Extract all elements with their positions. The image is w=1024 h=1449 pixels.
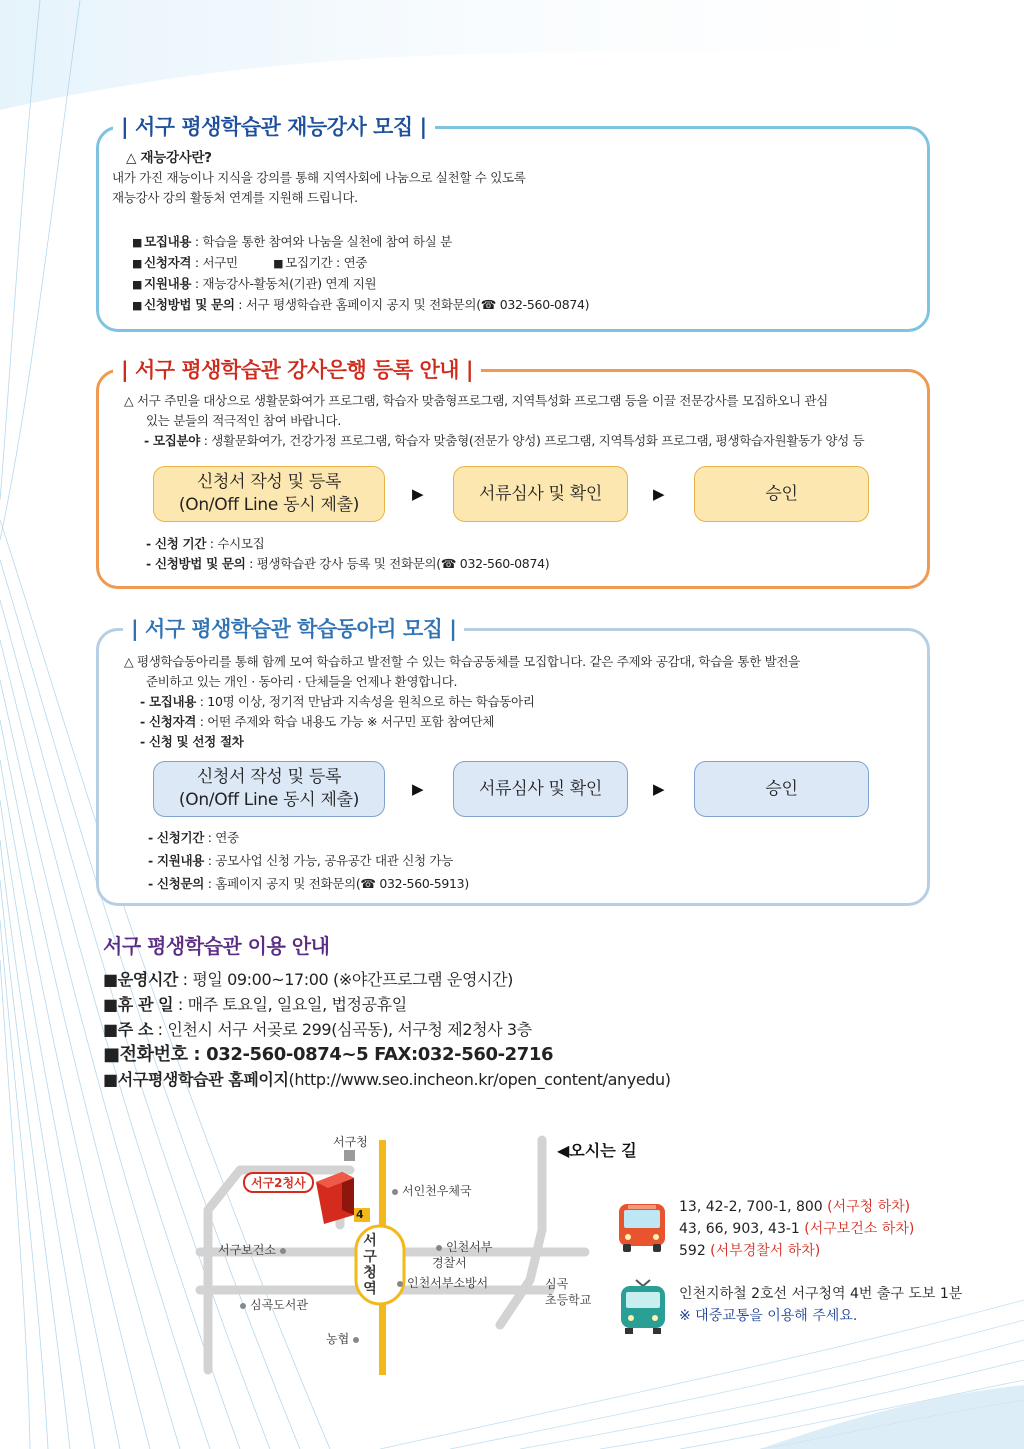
health-center-marker [280,1248,286,1254]
map-label-seogu-office: 서구청 [333,1135,368,1149]
info-closed: ■휴 관 일 : 매주 토요일, 일요일, 법정공휴일 [103,995,407,1014]
map-label-simgok-school: 심곡 초등학교 [545,1277,592,1307]
fire-station-marker [397,1281,403,1287]
bus-route-1: 13, 42-2, 700-1, 800 (서구청 하차) [679,1199,911,1215]
info-phone: ■전화번호 : 032-560-0874~5 FAX:032-560-2716 [103,1044,554,1065]
section1-question: △ 재능강사란? [126,150,212,166]
map-label-library: 심곡도서관 [236,1296,308,1313]
section3-step-approve: 승인 [694,761,869,817]
section1-item-support: ■ 지원내용 : 재능강사-활동처(기관) 연계 지원 [132,276,377,291]
section2-desc-2: 있는 분들의 적극적인 참여 바랍니다. [146,413,341,428]
info-title: 서구 평생학습관 이용 안내 [103,934,330,958]
public-transit-note: ※ 대중교통을 이용해 주세요. [679,1308,858,1324]
info-hours: ■운영시간 : 평일 09:00~17:00 (※야간프로그램 운영시간) [103,970,513,989]
section3-contact: - 신청문의 : 홈페이지 공지 및 전화문의(☎ 032-560-5913) [148,876,469,891]
seogu-2nd-building-icon [316,1172,354,1224]
section3-arrow-1: ▶ [412,780,424,798]
info-website[interactable]: ■서구평생학습관 홈페이지(http://www.seo.incheon.kr/open_content/anyedu) [103,1070,671,1089]
bus-routes [679,1196,914,1262]
section1-item-method: ■ 신청방법 및 문의 : 서구 평생학습관 홈페이지 공지 및 전화문의(☎ 032-560-0874) [132,297,590,312]
section3-arrow-2: ▶ [653,780,665,798]
nonghyup-marker [353,1337,359,1343]
section2-desc-1: △ 서구 주민을 대상으로 생활문화여가 프로그램, 학습자 맞춤형프로그램, 지역특성화 프로그램 등을 이끌 전문강사를 모집하오니 관심 [124,393,828,408]
bus-icon [615,1200,669,1254]
section2-step-apply: 신청서 작성 및 등록 (On/Off Line 동시 제출) [153,466,385,522]
bus-route-3: 592 (서부경찰서 하차) [679,1243,821,1259]
section1-item-recruit: ■ 모집내용 : 학습을 통한 참여와 나눔을 실천에 참여 하실 분 [132,234,452,249]
section1-item-eligibility: ■ 신청자격 : 서구민 ■ 모집기간 : 연중 [132,255,368,270]
section3-desc-1: △ 평생학습동아리를 통해 함께 모여 학습하고 발전할 수 있는 학습공동체를 모집합니다. 같은 주제와 공감대, 학습을 통한 발전을 [124,654,800,669]
section2-footer [146,534,549,574]
map-label-station: 서구청역 [363,1233,377,1297]
section2-step-approve: 승인 [694,466,869,522]
map-label-fire-station: 인천서부소방서 [393,1274,488,1291]
section3-step-apply: 신청서 작성 및 등록 (On/Off Line 동시 제출) [153,761,385,817]
section3-title: | 서구 평생학습관 학습동아리 모집 | [123,613,464,643]
directions-heading: ◀오시는 길 [557,1141,637,1160]
section3-item-recruit: - 모집내용 : 10명 이상, 정기적 만남과 지속성을 원칙으로 하는 학습동아리 [140,694,535,709]
section3-footer [148,826,469,895]
subway-icon [618,1278,668,1336]
info-address: ■주 소 : 인천시 서구 서곶로 299(심곡동), 서구청 제2청사 3층 [103,1020,532,1039]
info-section [103,930,671,1092]
section2-field: - 모집분야 : 생활문화여가, 건강가정 프로그램, 학습자 맞춤형(전문가 양성) 프로그램, 지역특성화 프로그램, 평생학습자원활동가 양성 등 [144,433,865,448]
section2-step-review: 서류심사 및 확인 [453,466,628,522]
library-marker [240,1303,246,1309]
map-label-police: 인천서부 경찰서 [432,1240,493,1270]
subway-info [679,1283,962,1327]
map-label-post-office: 서인천우체국 [388,1182,472,1199]
section3-support: - 지원내용 : 공모사업 신청 가능, 공유공간 대관 신청 가능 [148,853,453,868]
section3-desc-2: 준비하고 있는 개인 · 동아리 · 단체들을 언제나 환영합니다. [146,674,458,689]
section1-content [112,148,912,316]
section3-step-review: 서류심사 및 확인 [453,761,628,817]
map-label-health-center: 서구보건소 [218,1241,290,1258]
section2-arrow-1: ▶ [412,485,424,503]
section1-title: | 서구 평생학습관 재능강사 모집 | [113,111,435,141]
section3-period: - 신청기간 : 연중 [148,830,239,845]
map-label-exit-number: 4 [356,1208,364,1221]
map-label-nonghyup: 농협 [326,1330,363,1347]
section1-desc-1: 내가 가진 재능이나 지식을 강의를 통해 지역사회에 나눔으로 실천할 수 있도록 [112,170,526,185]
section2-method: - 신청방법 및 문의 : 평생학습관 강사 등록 및 전화문의(☎ 032-560-0874) [146,556,550,571]
map-label-seogu-2nd: 서구2청사 [243,1172,314,1193]
bus-route-2: 43, 66, 903, 43-1 (서구보건소 하차) [679,1221,915,1237]
section2-period: - 신청 기간 : 수시모집 [146,536,265,551]
subway-line: 인천지하철 2호선 서구청역 4번 출구 도보 1분 [679,1286,963,1302]
police-marker [436,1245,442,1251]
section2-content [124,391,924,451]
section1-desc-2: 재능강사 강의 활동처 연계를 지원해 드립니다. [112,190,358,205]
post-office-marker [392,1189,398,1195]
section2-title: | 서구 평생학습관 강사은행 등록 안내 | [113,354,481,384]
section3-content [124,652,924,752]
section3-item-eligibility: - 신청자격 : 어떤 주제와 학습 내용도 가능 ※ 서구민 포함 참여단체 [140,714,495,729]
section2-arrow-2: ▶ [653,485,665,503]
section3-item-procedure: - 신청 및 선정 절차 [140,734,244,749]
